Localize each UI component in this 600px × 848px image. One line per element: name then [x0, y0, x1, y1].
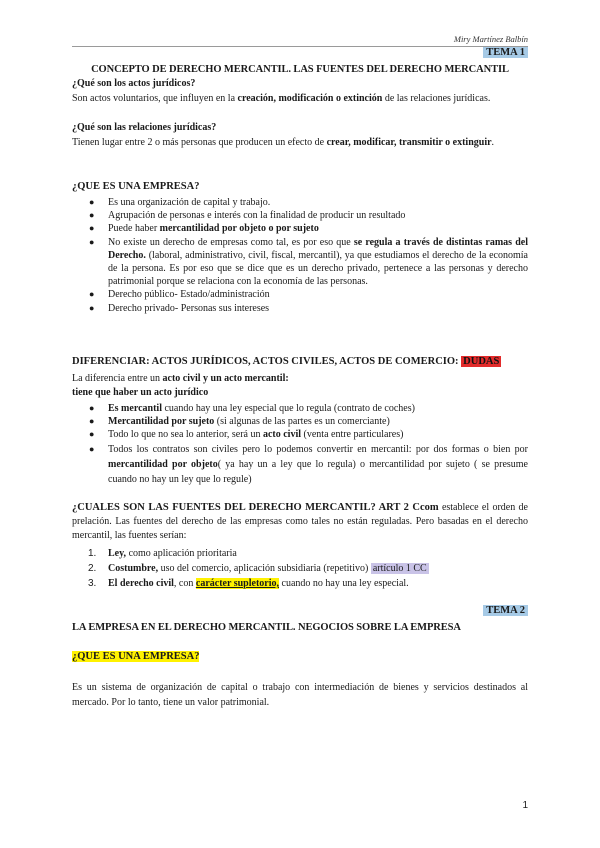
question-actos-juridicos: ¿Qué son los actos jurídicos? [72, 78, 196, 89]
list-item [89, 415, 528, 428]
list-item [89, 236, 529, 289]
list-item-text: cuando no hay una ley especial. [279, 578, 409, 589]
answer-relaciones-juridicas [72, 136, 528, 149]
answer-text: Tienen lugar entre 2 o más personas que producen un efecto de [72, 137, 327, 148]
list-item-bold: mercantilidad por objeto [108, 458, 218, 470]
diferenciar-heading [72, 355, 528, 368]
dudas-highlight: DUDAS [463, 356, 500, 367]
question-relaciones-juridicas: ¿Qué son las relaciones jurídicas? [72, 122, 217, 133]
list-item [89, 402, 528, 415]
list-item-bold: El derecho civil [108, 578, 174, 589]
list-item [89, 222, 528, 235]
intro-text: La diferencia entre un [72, 373, 163, 384]
list-number: 3. [88, 578, 97, 589]
list-item-text: No existe un derecho de empresas como tal, es por eso que [108, 236, 354, 248]
tema1-badge: TEMA 1 [483, 47, 528, 58]
diferenciar-bullet-list [72, 402, 528, 487]
bullet-icon: ● [89, 236, 95, 247]
list-item-text: Derecho público- Estado/administración [108, 289, 270, 301]
list-item [88, 576, 528, 591]
bullet-icon: ● [89, 223, 95, 234]
list-item [89, 442, 528, 487]
list-item-bold: Es mercantil [108, 403, 162, 414]
bullet-icon: ● [89, 302, 95, 313]
intro-bold: acto civil y un acto mercantil: [162, 373, 289, 384]
list-item-bold: Costumbre, [108, 563, 159, 574]
fuentes-question: ¿CUALES SON LAS FUENTES DEL DERECHO MERCANTIL? ART 2 Ccom [72, 502, 439, 513]
diferenciar-title: DIFERENCIAR: ACTOS JURÍDICOS, ACTOS CIVILES, ACTOS DE COMERCIO: [72, 356, 459, 367]
list-item-text: (laboral, administrativo, civil, fiscal, mercantil), ya que estudiamos el derecho de la economía de la persona. Es por eso que se dice que es un derecho privado, pertenece a las personas y derecho patrimonial porque se relaciona con la economía de las personas. [108, 249, 528, 288]
list-item-text: Todos los contratos son civiles pero lo podemos convertir en mercantil: por dos formas o bien por [108, 443, 528, 455]
list-item-bold: acto civil [262, 429, 302, 441]
list-item [89, 196, 528, 209]
list-item-text: ( ya hay un a ley que lo regula) o mercantilidad por sujeto ( se presume cuando no hay un ley que lo regule) [108, 458, 528, 485]
answer-text: . [491, 137, 495, 148]
empresa-bullet-list [72, 196, 528, 315]
bullet-icon: ● [89, 403, 95, 413]
list-item-bold: mercantilidad por objeto o por sujeto [159, 223, 319, 235]
tema2-paragraph: Es un sistema de organización de capital o trabajo con intermediación de bienes y servicios destinados al mercado. Por lo tanto, tiene un valor patrimonial. [72, 682, 528, 708]
list-item-text: cuando hay una ley especial que lo regula (contrato de coches) [161, 403, 415, 414]
fuentes-numbered-list [72, 546, 528, 591]
bullet-icon: ● [89, 210, 95, 221]
diferenciar-line2: tiene que haber un acto jurídico [72, 387, 209, 398]
list-item-text: Agrupación de personas e interés con la finalidad de producir un resultado [108, 210, 406, 222]
list-item-text: como aplicación prioritaria [126, 548, 237, 559]
answer-bold: crear, modificar, transmitir o extinguir [326, 137, 492, 148]
answer-text: Son actos voluntarios, que influyen en la [72, 93, 238, 104]
tema2-title: LA EMPRESA EN EL DERECHO MERCANTIL. NEGOCIOS SOBRE LA EMPRESA [72, 622, 461, 633]
tema2-badge: TEMA 2 [483, 605, 528, 616]
list-item-text: Todo lo que no sea lo anterior, será un [108, 429, 263, 441]
list-item [89, 209, 528, 222]
bullet-icon: ● [89, 429, 95, 440]
list-item-text: Puede haber [108, 223, 160, 235]
bullet-icon: ● [89, 197, 95, 207]
tema1-title: CONCEPTO DE DERECHO MERCANTIL. LAS FUENTES DEL DERECHO MERCANTIL [91, 64, 509, 75]
fuentes-paragraph [72, 501, 528, 543]
list-item-text: Derecho privado- Personas sus intereses [108, 302, 270, 314]
tema2-question-highlight: ¿QUE ES UNA EMPRESA? [72, 651, 200, 662]
bullet-icon: ● [89, 416, 95, 427]
fuentes-text: establece el orden de prelación. Las fuentes del derecho de las empresas como tales no están reguladas. Pero basadas en el derecho mercantil, las fuentes serían: [72, 502, 528, 541]
list-item-bold: Mercantilidad por sujeto [108, 416, 215, 428]
bullet-icon: ● [89, 443, 95, 454]
list-item [88, 561, 528, 576]
page-number: 1 [522, 800, 528, 811]
answer-bold: creación, modificación o extinción [237, 93, 383, 104]
list-item [89, 428, 528, 441]
supletorio-highlight: carácter supletorio, [195, 578, 279, 589]
list-item-text: Es una organización de capital y trabajo. [108, 197, 271, 208]
list-number: 2. [88, 563, 97, 574]
list-item-text: (si algunas de las partes es un comerciante) [214, 416, 390, 428]
diferenciar-intro [72, 372, 528, 385]
list-item [88, 546, 528, 561]
list-item [89, 302, 528, 315]
list-item-bold: se regula a través de distintas ramas del Derecho. [108, 236, 529, 261]
header-divider [72, 46, 528, 47]
articulo-highlight: artículo 1 CC [372, 563, 427, 574]
list-number: 1. [88, 548, 97, 559]
bullet-icon: ● [89, 289, 95, 300]
list-item [89, 288, 528, 301]
answer-actos-juridicos [72, 92, 528, 105]
answer-text: de las relaciones jurídicas. [382, 93, 491, 104]
list-item-bold: Ley, [108, 548, 127, 559]
list-item-text: uso del comercio, aplicación subsidiaria (repetitivo) [158, 563, 371, 574]
author-header: Miry Martínez Balbín [453, 34, 528, 44]
list-item-text: , con [173, 578, 196, 589]
tema2-question [72, 650, 528, 663]
question-que-es-empresa: ¿QUE ES UNA EMPRESA? [72, 181, 200, 192]
list-item-text: (venta entre particulares) [301, 429, 404, 441]
